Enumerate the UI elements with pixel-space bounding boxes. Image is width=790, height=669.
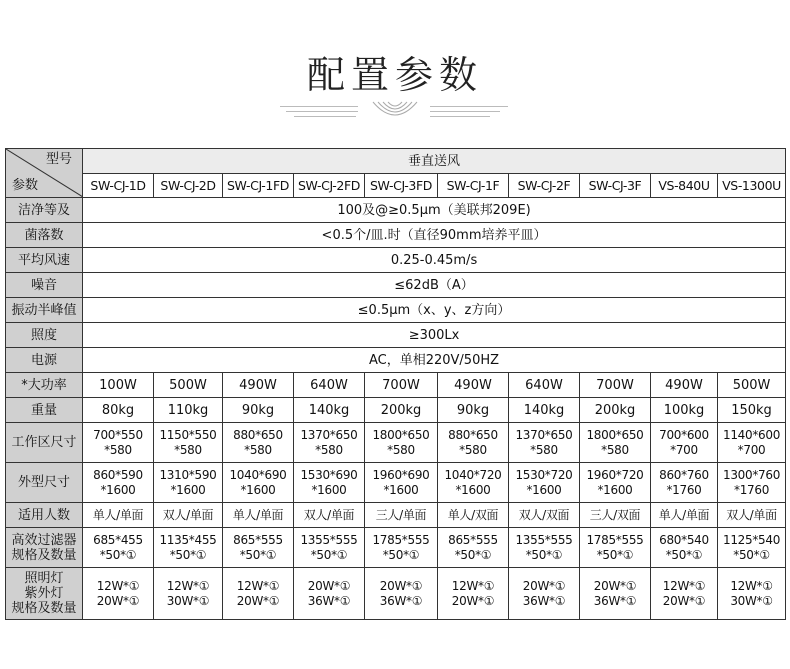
- models-row: [6, 174, 786, 198]
- value-line-2: *1600: [240, 482, 276, 497]
- value-line-1: 1530*690: [300, 467, 358, 482]
- value-line-2: *1600: [170, 482, 206, 497]
- value-line-2: *50*①: [169, 547, 207, 562]
- row-value: ≤62dB（A）: [83, 273, 786, 298]
- model-name-cell: SW-CJ-2F: [509, 174, 580, 198]
- value-line-1: 1150*550: [159, 427, 217, 442]
- value-line-2: *580: [244, 442, 272, 457]
- row-value: <0.5个/皿.时（直径90mm培养平皿）: [83, 223, 786, 248]
- value-line-2: *580: [174, 442, 202, 457]
- header-corner-cell: [6, 149, 83, 198]
- value-cell: [718, 423, 786, 463]
- spec-row: [6, 528, 786, 568]
- value-cell: [83, 423, 154, 463]
- model-name-cell: SW-CJ-3FD: [365, 174, 438, 198]
- row-label-line: 高效过滤器: [11, 532, 77, 548]
- value-line-2: *700: [670, 442, 698, 457]
- value-line-2: *1760: [734, 482, 770, 497]
- row-value: 100及@≥0.5μm（美联邦209E): [83, 198, 786, 223]
- value-line-2: *50*①: [382, 547, 420, 562]
- model-name-cell: VS-1300U: [718, 174, 786, 198]
- row-label: 照度: [6, 323, 83, 348]
- model-name-cell: SW-CJ-2D: [154, 174, 223, 198]
- value-line-2: *50*①: [239, 547, 277, 562]
- value-cell: [651, 423, 718, 463]
- value-cell: 80kg: [83, 398, 154, 423]
- value-line-2: *50*①: [665, 547, 703, 562]
- value-line-2: 36W*①: [593, 593, 637, 608]
- value-cell: 490W: [223, 373, 294, 398]
- value-cell: 双人/单面: [718, 503, 786, 528]
- value-line-2: *50*①: [525, 547, 563, 562]
- row-value: AC，单相220V/50HZ: [83, 348, 786, 373]
- value-line-2: 20W*①: [96, 593, 140, 608]
- row-label: 工作区尺寸: [6, 423, 83, 463]
- value-cell: 490W: [438, 373, 509, 398]
- value-cell: [580, 528, 651, 568]
- spec-row: [6, 298, 786, 323]
- value-line-1: 700*550: [93, 427, 143, 442]
- value-cell: 90kg: [438, 398, 509, 423]
- value-cell: [438, 528, 509, 568]
- value-line-2: *580: [530, 442, 558, 457]
- value-line-1: 680*540: [659, 532, 709, 547]
- value-line-2: *580: [601, 442, 629, 457]
- value-cell: 双人/单面: [154, 503, 223, 528]
- row-label-line: 规格及数量: [11, 601, 77, 616]
- value-line-2: 30W*①: [730, 593, 773, 608]
- value-cell: 100kg: [651, 398, 718, 423]
- spec-row: [6, 423, 786, 463]
- spec-row: [6, 248, 786, 273]
- row-label: 菌落数: [6, 223, 83, 248]
- value-cell: 90kg: [223, 398, 294, 423]
- row-label: 平均风速: [6, 248, 83, 273]
- value-cell: 100W: [83, 373, 154, 398]
- value-line-1: 865*555: [448, 532, 498, 547]
- value-cell: [294, 423, 365, 463]
- spec-row: [6, 373, 786, 398]
- model-name-cell: SW-CJ-3F: [580, 174, 651, 198]
- spec-row: [6, 198, 786, 223]
- value-cell: 单人/双面: [438, 503, 509, 528]
- value-line-1: 1140*600: [723, 427, 781, 442]
- value-cell: [223, 528, 294, 568]
- row-label-line: 照明灯: [24, 571, 64, 586]
- row-label: 振动半峰值: [6, 298, 83, 323]
- value-cell: [438, 568, 509, 620]
- value-cell: [365, 568, 438, 620]
- value-cell: [718, 463, 786, 503]
- value-line-2: *580: [315, 442, 343, 457]
- value-line-1: 880*650: [448, 427, 498, 442]
- value-cell: [651, 568, 718, 620]
- value-line-1: 12W*①: [166, 578, 210, 593]
- value-cell: [223, 568, 294, 620]
- value-cell: [223, 423, 294, 463]
- value-line-1: 1310*590: [159, 467, 217, 482]
- value-cell: 700W: [580, 373, 651, 398]
- value-cell: 双人/单面: [294, 503, 365, 528]
- value-line-1: 1370*650: [300, 427, 358, 442]
- value-cell: [83, 463, 154, 503]
- spec-row: [6, 503, 786, 528]
- value-cell: [223, 463, 294, 503]
- value-cell: [365, 423, 438, 463]
- value-cell: [718, 568, 786, 620]
- value-line-1: 20W*①: [593, 578, 637, 593]
- value-line-2: *1600: [100, 482, 136, 497]
- title-decoration: [270, 98, 520, 126]
- model-name-cell: SW-CJ-1D: [83, 174, 154, 198]
- value-line-2: *700: [737, 442, 766, 457]
- row-label-line: 紫外灯: [24, 586, 64, 601]
- value-line-2: *580: [459, 442, 487, 457]
- value-line-2: *1600: [455, 482, 491, 497]
- value-cell: [438, 423, 509, 463]
- value-line-1: 880*650: [233, 427, 283, 442]
- value-line-1: 1800*650: [372, 427, 430, 442]
- value-line-1: 860*760: [659, 467, 709, 482]
- value-line-1: 1370*650: [515, 427, 573, 442]
- value-line-1: 1785*555: [586, 532, 644, 547]
- value-cell: [509, 568, 580, 620]
- spec-row: [6, 568, 786, 620]
- row-label: 适用人数: [6, 503, 83, 528]
- value-line-2: *1760: [666, 482, 702, 497]
- row-label: [6, 528, 83, 568]
- value-line-2: *50*①: [310, 547, 348, 562]
- value-cell: 140kg: [294, 398, 365, 423]
- value-cell: [154, 528, 223, 568]
- value-cell: 150kg: [718, 398, 786, 423]
- value-cell: 单人/单面: [83, 503, 154, 528]
- value-line-1: 865*555: [233, 532, 283, 547]
- value-cell: 三人/双面: [580, 503, 651, 528]
- param-label: 参数: [12, 178, 39, 193]
- value-cell: [365, 463, 438, 503]
- model-name-cell: SW-CJ-1FD: [223, 174, 294, 198]
- row-value: ≤0.5μm（x、y、z方向）: [83, 298, 786, 323]
- value-line-1: 1960*690: [372, 467, 430, 482]
- page-title: 配置参数: [306, 53, 483, 97]
- value-cell: 140kg: [509, 398, 580, 423]
- row-value: ≥300Lx: [83, 323, 786, 348]
- value-cell: [294, 463, 365, 503]
- row-value: 0.25-0.45m/s: [83, 248, 786, 273]
- value-cell: [580, 463, 651, 503]
- model-label: 型号: [45, 152, 72, 167]
- spec-table: [5, 148, 786, 620]
- value-line-1: 1785*555: [372, 532, 430, 547]
- value-line-1: 12W*①: [236, 578, 280, 593]
- value-line-1: 1355*555: [515, 532, 573, 547]
- value-cell: 单人/单面: [651, 503, 718, 528]
- value-line-2: 36W*①: [307, 593, 351, 608]
- value-line-1: 1355*555: [300, 532, 358, 547]
- value-line-1: 1040*720: [444, 467, 502, 482]
- model-name-cell: SW-CJ-1F: [438, 174, 509, 198]
- value-line-2: *1600: [526, 482, 562, 497]
- value-cell: 490W: [651, 373, 718, 398]
- model-name-cell: VS-840U: [651, 174, 718, 198]
- value-line-2: 20W*①: [236, 593, 280, 608]
- value-line-2: 20W*①: [662, 593, 706, 608]
- value-cell: 双人/双面: [509, 503, 580, 528]
- value-line-1: 860*590: [93, 467, 143, 482]
- value-line-2: *1600: [311, 482, 347, 497]
- value-cell: [365, 528, 438, 568]
- row-label: 重量: [6, 398, 83, 423]
- value-cell: [509, 423, 580, 463]
- value-cell: 200kg: [365, 398, 438, 423]
- row-label: 洁净等及: [6, 198, 83, 223]
- value-cell: [83, 528, 154, 568]
- value-line-2: *50*①: [99, 547, 137, 562]
- value-line-2: *50*①: [454, 547, 492, 562]
- value-cell: [580, 568, 651, 620]
- model-name-cell: SW-CJ-2FD: [294, 174, 365, 198]
- value-line-1: 12W*①: [96, 578, 140, 593]
- value-line-2: 36W*①: [379, 593, 423, 608]
- value-line-2: *580: [104, 442, 132, 457]
- value-cell: [294, 528, 365, 568]
- value-line-1: 20W*①: [379, 578, 423, 593]
- value-line-1: 1135*455: [159, 532, 217, 547]
- value-line-1: 20W*①: [307, 578, 351, 593]
- value-cell: 单人/单面: [223, 503, 294, 528]
- value-cell: 640W: [294, 373, 365, 398]
- spec-row: [6, 273, 786, 298]
- value-cell: 700W: [365, 373, 438, 398]
- row-label: [6, 568, 83, 620]
- value-cell: 500W: [154, 373, 223, 398]
- value-line-1: 1960*720: [586, 467, 644, 482]
- spec-row: [6, 463, 786, 503]
- value-line-2: *1600: [383, 482, 419, 497]
- value-cell: [509, 463, 580, 503]
- row-label: *大功率: [6, 373, 83, 398]
- row-label: 噪音: [6, 273, 83, 298]
- value-cell: 三人/单面: [365, 503, 438, 528]
- wave-rings-icon: [368, 98, 422, 126]
- value-line-2: 30W*①: [166, 593, 210, 608]
- value-line-2: *50*①: [596, 547, 634, 562]
- value-cell: [718, 528, 786, 568]
- value-line-2: *50*①: [733, 547, 770, 562]
- value-cell: [651, 463, 718, 503]
- value-cell: [154, 568, 223, 620]
- value-line-1: 20W*①: [522, 578, 566, 593]
- value-line-2: *1600: [597, 482, 633, 497]
- value-line-1: 685*455: [93, 532, 143, 547]
- value-line-1: 700*600: [659, 427, 709, 442]
- value-line-1: 1530*720: [515, 467, 573, 482]
- spec-row: [6, 398, 786, 423]
- value-line-2: 36W*①: [522, 593, 566, 608]
- value-cell: [83, 568, 154, 620]
- spec-row: [6, 348, 786, 373]
- value-cell: 200kg: [580, 398, 651, 423]
- value-cell: [651, 528, 718, 568]
- value-line-1: 12W*①: [730, 578, 773, 593]
- value-line-1: 1125*540: [723, 532, 781, 547]
- value-line-2: *580: [387, 442, 415, 457]
- value-line-1: 12W*①: [451, 578, 495, 593]
- value-cell: 110kg: [154, 398, 223, 423]
- value-line-1: 12W*①: [662, 578, 706, 593]
- value-cell: [580, 423, 651, 463]
- row-label: 电源: [6, 348, 83, 373]
- spec-row: [6, 323, 786, 348]
- value-line-1: 1300*760: [723, 467, 781, 482]
- value-cell: [294, 568, 365, 620]
- value-line-1: 1800*650: [586, 427, 644, 442]
- row-label-line: 规格及数量: [11, 547, 77, 563]
- value-cell: [154, 423, 223, 463]
- value-line-1: 1040*690: [229, 467, 287, 482]
- value-cell: 640W: [509, 373, 580, 398]
- value-cell: 500W: [718, 373, 786, 398]
- value-cell: [154, 463, 223, 503]
- group-label: 垂直送风: [83, 149, 786, 174]
- value-cell: [509, 528, 580, 568]
- row-label: 外型尺寸: [6, 463, 83, 503]
- value-cell: [438, 463, 509, 503]
- value-line-2: 20W*①: [451, 593, 495, 608]
- spec-row: [6, 223, 786, 248]
